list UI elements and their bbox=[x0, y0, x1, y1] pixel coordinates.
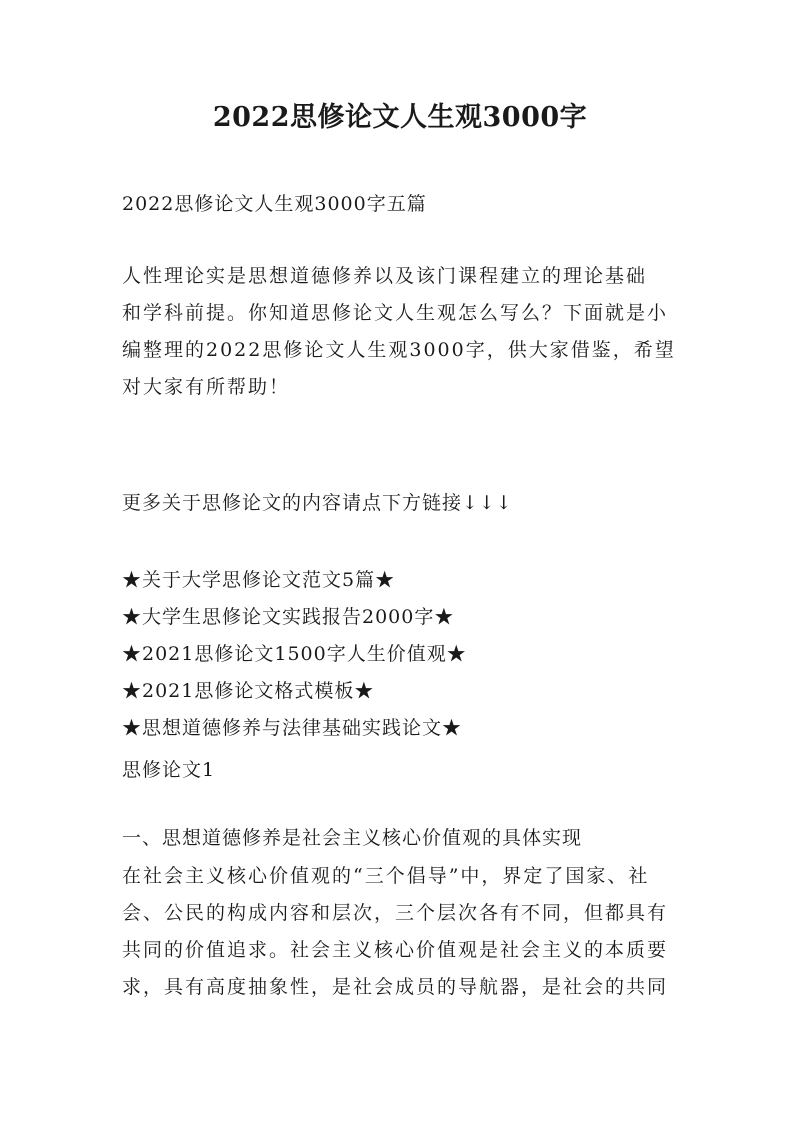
related-link[interactable]: ★思想道德修养与法律基础实践论文★ bbox=[122, 717, 463, 739]
intro-line: 和学科前提。你知道思修论文人生观怎么写么？下面就是小 bbox=[122, 302, 669, 324]
related-link[interactable]: ★2021思修论文格式模板★ bbox=[122, 680, 375, 702]
body-line: 会、公民的构成内容和层次，三个层次各有不同，但都具有 bbox=[122, 902, 669, 924]
body-line: 在社会主义核心价值观的“三个倡导”中，界定了国家、社 bbox=[122, 865, 650, 887]
intro-paragraph bbox=[122, 258, 687, 406]
body-line: 共同的价值追求。社会主义核心价值观是社会主义的本质要 bbox=[122, 939, 669, 961]
intro-line: 对大家有所帮助！ bbox=[122, 376, 291, 398]
intro-line: 人性理论实是思想道德修养以及该门课程建立的理论基础 bbox=[122, 265, 648, 287]
section-heading: 一、思想道德修养是社会主义核心价值观的具体实现 bbox=[122, 827, 583, 849]
intro-line: 编整理的2022思修论文人生观3000字，供大家借鉴，希望 bbox=[122, 339, 676, 361]
related-link[interactable]: ★关于大学思修论文范文5篇★ bbox=[122, 569, 396, 591]
section-label: 思修论文1 bbox=[122, 759, 216, 781]
document-title: 2022思修论文人生观3000字 bbox=[212, 102, 588, 133]
related-link[interactable]: ★2021思修论文1500字人生价值观★ bbox=[122, 643, 467, 665]
document-subtitle: 2022思修论文人生观3000字五篇 bbox=[122, 193, 427, 215]
body-paragraph bbox=[122, 858, 687, 1006]
more-links-prompt: 更多关于思修论文的内容请点下方链接↓↓↓ bbox=[122, 492, 513, 514]
related-link[interactable]: ★大学生思修论文实践报告2000字★ bbox=[122, 606, 455, 628]
related-links-list bbox=[122, 562, 467, 747]
body-line: 求，具有高度抽象性，是社会成员的导航器，是社会的共同 bbox=[122, 976, 669, 998]
